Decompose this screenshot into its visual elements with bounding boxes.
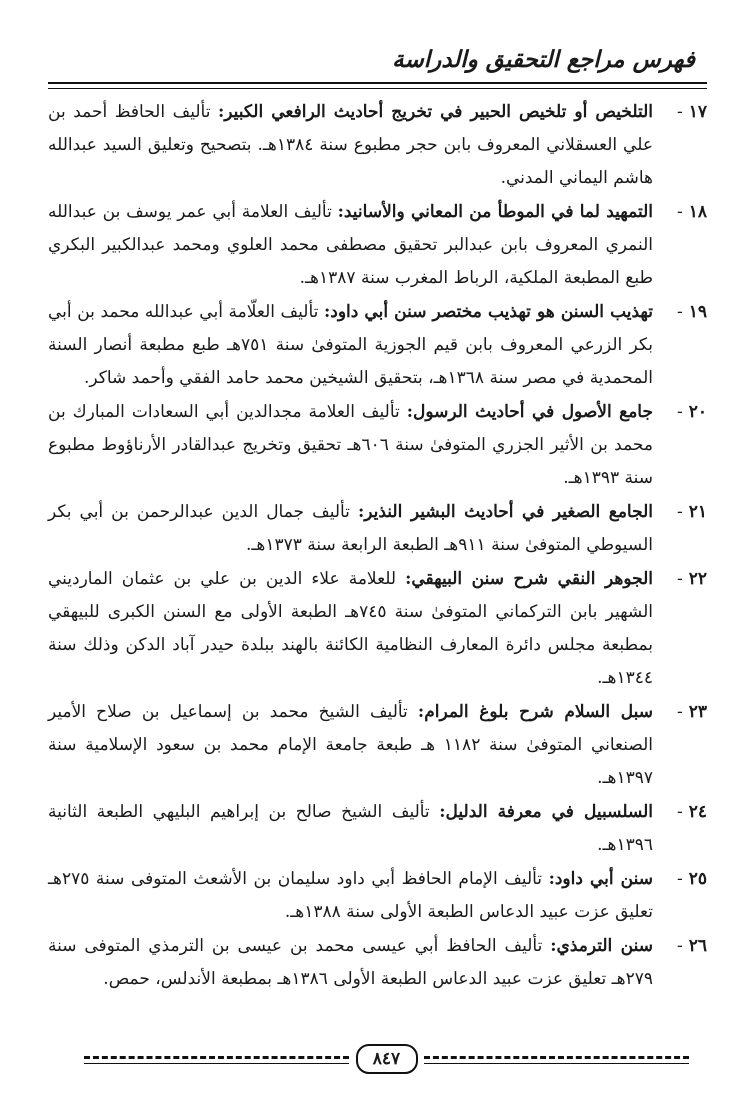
entry-body <box>48 796 653 862</box>
entry-body <box>48 930 653 996</box>
entry-number: ١٧- <box>676 102 707 122</box>
reference-entry-17 <box>48 96 707 195</box>
reference-list <box>48 96 707 997</box>
entry-text: تأليف العلامة أبي عمر يوسف بن عبدالله النمري المعروف بابن عبدالبر تحقيق مصطفى محمد العلوي ومحمد عبدالكبير البكري طبع المطبعة الملكية، الرباط المغرب سنة ١٣٨٧هـ. <box>48 202 653 288</box>
entry-title: الجامع الصغير في أحاديث البشير النذير: <box>357 502 653 522</box>
entry-number: ٢٦- <box>676 936 707 956</box>
reference-entry-20 <box>48 396 707 495</box>
entry-body <box>48 96 653 195</box>
reference-entry-26 <box>48 930 707 996</box>
reference-entry-23 <box>48 696 707 795</box>
entry-number: ١٩- <box>676 302 707 322</box>
entry-text: تأليف العلّامة أبي عبدالله محمد بن أبي بكر الزرعي المعروف بابن قيم الجوزية المتوفىٰ سنة ٧٥١هـ طبع مطبعة أنصار السنة المحمدية في مصر سنة ١٣٦٨هـ، بتحقيق الشيخين محمد حامد الفقي وأحمد شاكر. <box>48 302 653 388</box>
reference-entry-25 <box>48 863 707 929</box>
entry-text: تأليف العلامة مجدالدين أبي السعادات المبارك بن محمد بن الأثير الجزري المتوفىٰ سنة ٦٠٦هـ تحقيق وتخريج عبدالقادر الأرناؤوط مطبوع سنة ١٣٩٣هـ. <box>48 402 653 488</box>
entry-title: التلخيص أو تلخيص الحبير في تخريج أحاديث الرافعي الكبير: <box>217 102 653 122</box>
entry-text: تأليف الإمام الحافظ أبي داود سليمان بن الأشعث المتوفى سنة ٢٧٥هـ تعليق عزت عبيد الدعاس الطبعة الأولى سنة ١٣٨٨هـ. <box>48 869 653 922</box>
entry-body <box>48 863 653 929</box>
entry-title: التمهيد لما في الموطأ من المعاني والأسانيد: <box>337 202 653 222</box>
entry-text: تأليف الشيخ محمد بن إسماعيل بن صلاح الأمير الصنعاني المتوفىٰ سنة ١١٨٢ هـ طبعة جامعة الإمام محمد بن سعود الإسلامية سنة ١٣٩٧هـ. <box>48 702 654 788</box>
footer-rule-right <box>424 1063 689 1064</box>
entry-title: سبل السلام شرح بلوغ المرام: <box>417 702 654 722</box>
entry-text: تأليف الحافظ أبي عيسى محمد بن عيسى بن الترمذي المتوفى سنة ٢٧٩هـ تعليق عزت عبيد الدعاس الطبعة الأولى ١٣٨٦هـ بمطبعة الأندلس، حمص. <box>48 936 653 989</box>
entry-body <box>48 696 653 795</box>
footer-ornament-right <box>424 1056 689 1059</box>
entry-body <box>48 563 653 695</box>
reference-entry-21 <box>48 496 707 562</box>
entry-title: سنن أبي داود: <box>548 869 653 889</box>
entry-number: ٢٢- <box>676 569 707 589</box>
entry-title: تهذيب السنن هو تهذيب مختصر سنن أبي داود: <box>323 302 653 322</box>
page-footer <box>84 1044 689 1072</box>
footer-ornament-left <box>84 1056 349 1059</box>
entry-text: تأليف الشيخ صالح بن إبراهيم البليهي الطبعة الثانية ١٣٩٦هـ. <box>48 802 653 855</box>
entry-text: للعلامة علاء الدين بن علي بن عثمان المارديني الشهير بابن التركماني المتوفىٰ سنة ٧٤٥هـ الطبعة الأولى مع السنن الكبرى للبيهقي بمطبعة مجلس دائرة المعارف النظامية الكائنة بالهند ببلدة حيدر آباد الدكن وذلك سنة ١٣٤٤هـ. <box>48 569 654 688</box>
header-title: فهرس مراجع التحقيق والدراسة <box>392 46 695 73</box>
reference-entry-22 <box>48 563 707 695</box>
entry-text: تأليف جمال الدين عبدالرحمن بن أبي بكر السيوطي المتوفىٰ سنة ٩١١هـ الطبعة الرابعة سنة ١٣٧٣هـ. <box>48 502 653 555</box>
entry-title: جامع الأصول في أحاديث الرسول: <box>406 402 653 422</box>
entry-body <box>48 496 653 562</box>
entry-title: الجوهر النقي شرح سنن البيهقي: <box>405 569 653 589</box>
entry-body <box>48 196 653 295</box>
footer-rule-left <box>84 1063 349 1064</box>
entry-body <box>48 396 653 495</box>
entry-number: ١٨- <box>676 202 707 222</box>
page-number: ٨٤٧ <box>356 1044 418 1074</box>
entry-title: سنن الترمذي: <box>550 936 653 956</box>
entry-number: ٢٠- <box>676 402 707 422</box>
running-header <box>48 38 707 84</box>
header-rule <box>48 88 707 89</box>
reference-entry-19 <box>48 296 707 395</box>
reference-entry-24 <box>48 796 707 862</box>
entry-number: ٢١- <box>676 502 707 522</box>
reference-entry-18 <box>48 196 707 295</box>
entry-body <box>48 296 653 395</box>
entry-number: ٢٤- <box>676 802 707 822</box>
entry-number: ٢٣- <box>676 702 707 722</box>
entry-number: ٢٥- <box>676 869 707 889</box>
entry-text: تأليف الحافظ أحمد بن علي العسقلاني المعروف بابن حجر مطبوع سنة ١٣٨٤هـ. بتصحيح وتعليق السيد عبدالله هاشم اليماني المدني. <box>48 102 653 188</box>
entry-title: السلسبيل في معرفة الدليل: <box>439 802 654 822</box>
